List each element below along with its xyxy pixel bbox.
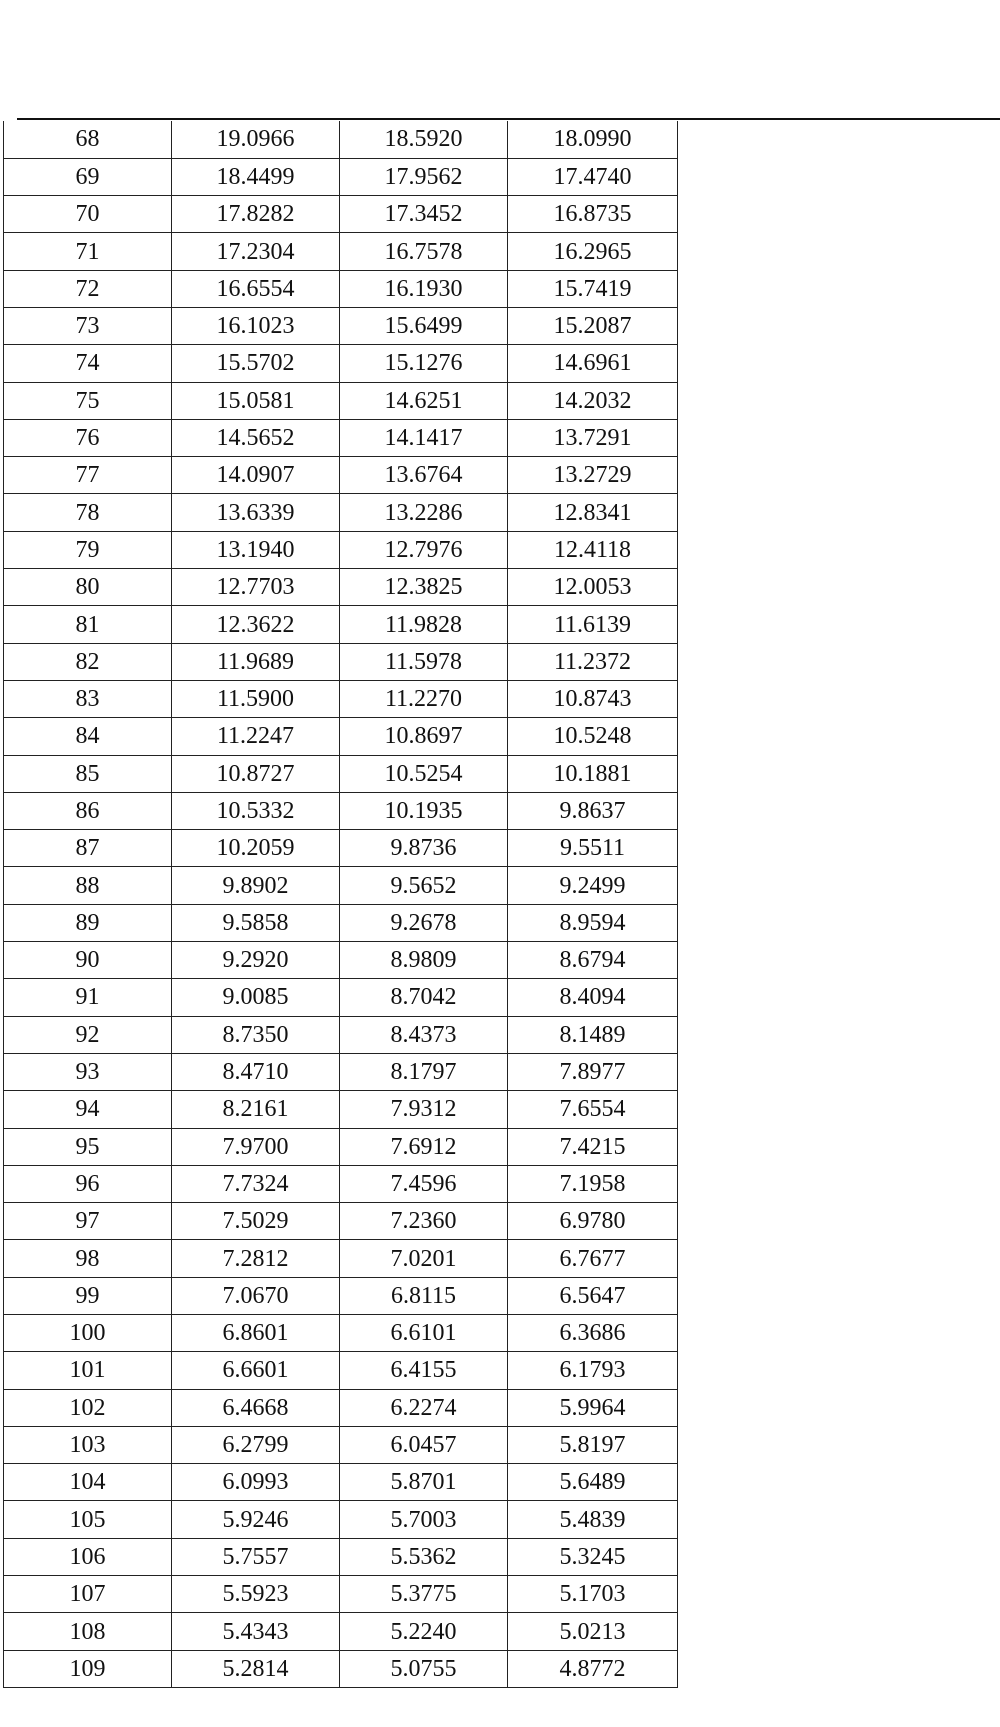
value-cell-3: 7.8977 [508, 1053, 678, 1090]
row-index-cell: 107 [4, 1576, 172, 1613]
row-index-cell: 90 [4, 942, 172, 979]
row-index-cell: 106 [4, 1538, 172, 1575]
value-cell-1: 13.1940 [172, 531, 340, 568]
value-cell-1: 5.2814 [172, 1650, 340, 1687]
row-index-cell: 88 [4, 867, 172, 904]
value-cell-1: 11.9689 [172, 643, 340, 680]
table-row [4, 569, 678, 606]
value-cell-2: 8.1797 [340, 1053, 508, 1090]
data-table [3, 121, 678, 1688]
value-cell-1: 10.2059 [172, 830, 340, 867]
value-cell-2: 11.9828 [340, 606, 508, 643]
table-row [4, 643, 678, 680]
value-cell-1: 15.5702 [172, 345, 340, 382]
top-rule [17, 118, 1000, 120]
value-cell-3: 10.5248 [508, 718, 678, 755]
table-body [4, 121, 678, 1687]
value-cell-3: 7.4215 [508, 1128, 678, 1165]
value-cell-3: 6.9780 [508, 1203, 678, 1240]
row-index-cell: 104 [4, 1464, 172, 1501]
value-cell-2: 10.5254 [340, 755, 508, 792]
value-cell-2: 13.6764 [340, 457, 508, 494]
table-row [4, 196, 678, 233]
value-cell-2: 5.5362 [340, 1538, 508, 1575]
value-cell-2: 5.0755 [340, 1650, 508, 1687]
value-cell-3: 10.1881 [508, 755, 678, 792]
table-row [4, 419, 678, 456]
table-row [4, 457, 678, 494]
value-cell-3: 9.8637 [508, 792, 678, 829]
value-cell-1: 17.2304 [172, 233, 340, 270]
value-cell-1: 7.2812 [172, 1240, 340, 1277]
value-cell-2: 9.2678 [340, 904, 508, 941]
row-index-cell: 79 [4, 531, 172, 568]
value-cell-2: 5.7003 [340, 1501, 508, 1538]
value-cell-3: 11.6139 [508, 606, 678, 643]
value-cell-3: 5.0213 [508, 1613, 678, 1650]
value-cell-2: 6.2274 [340, 1389, 508, 1426]
value-cell-1: 5.7557 [172, 1538, 340, 1575]
value-cell-3: 5.9964 [508, 1389, 678, 1426]
row-index-cell: 82 [4, 643, 172, 680]
value-cell-3: 6.7677 [508, 1240, 678, 1277]
value-cell-1: 16.6554 [172, 270, 340, 307]
value-cell-3: 6.1793 [508, 1352, 678, 1389]
value-cell-1: 9.0085 [172, 979, 340, 1016]
table-row [4, 718, 678, 755]
value-cell-3: 10.8743 [508, 680, 678, 717]
table-row [4, 233, 678, 270]
value-cell-1: 5.9246 [172, 1501, 340, 1538]
value-cell-3: 11.2372 [508, 643, 678, 680]
value-cell-2: 7.9312 [340, 1091, 508, 1128]
value-cell-1: 14.0907 [172, 457, 340, 494]
row-index-cell: 99 [4, 1277, 172, 1314]
row-index-cell: 91 [4, 979, 172, 1016]
table-row [4, 1464, 678, 1501]
value-cell-3: 9.5511 [508, 830, 678, 867]
table-row [4, 904, 678, 941]
row-index-cell: 98 [4, 1240, 172, 1277]
table-row [4, 942, 678, 979]
row-index-cell: 84 [4, 718, 172, 755]
value-cell-3: 6.3686 [508, 1315, 678, 1352]
value-cell-1: 18.4499 [172, 158, 340, 195]
row-index-cell: 100 [4, 1315, 172, 1352]
row-index-cell: 72 [4, 270, 172, 307]
row-index-cell: 102 [4, 1389, 172, 1426]
row-index-cell: 94 [4, 1091, 172, 1128]
value-cell-2: 12.7976 [340, 531, 508, 568]
value-cell-2: 5.8701 [340, 1464, 508, 1501]
table-row [4, 494, 678, 531]
table-row [4, 382, 678, 419]
value-cell-2: 8.4373 [340, 1016, 508, 1053]
row-index-cell: 73 [4, 307, 172, 344]
value-cell-2: 14.1417 [340, 419, 508, 456]
row-index-cell: 71 [4, 233, 172, 270]
row-index-cell: 96 [4, 1165, 172, 1202]
value-cell-3: 5.1703 [508, 1576, 678, 1613]
table-row [4, 345, 678, 382]
value-cell-3: 7.6554 [508, 1091, 678, 1128]
value-cell-3: 15.7419 [508, 270, 678, 307]
table-row [4, 307, 678, 344]
value-cell-3: 5.4839 [508, 1501, 678, 1538]
value-cell-3: 17.4740 [508, 158, 678, 195]
value-cell-1: 19.0966 [172, 121, 340, 158]
value-cell-2: 13.2286 [340, 494, 508, 531]
row-index-cell: 86 [4, 792, 172, 829]
value-cell-2: 6.4155 [340, 1352, 508, 1389]
value-cell-2: 9.8736 [340, 830, 508, 867]
value-cell-3: 5.8197 [508, 1426, 678, 1463]
value-cell-2: 6.0457 [340, 1426, 508, 1463]
value-cell-3: 8.9594 [508, 904, 678, 941]
value-cell-2: 11.2270 [340, 680, 508, 717]
value-cell-1: 11.2247 [172, 718, 340, 755]
row-index-cell: 93 [4, 1053, 172, 1090]
row-index-cell: 81 [4, 606, 172, 643]
table-row [4, 867, 678, 904]
value-cell-2: 11.5978 [340, 643, 508, 680]
row-index-cell: 70 [4, 196, 172, 233]
value-cell-2: 9.5652 [340, 867, 508, 904]
value-cell-1: 11.5900 [172, 680, 340, 717]
row-index-cell: 105 [4, 1501, 172, 1538]
value-cell-1: 6.6601 [172, 1352, 340, 1389]
value-cell-1: 7.5029 [172, 1203, 340, 1240]
value-cell-3: 7.1958 [508, 1165, 678, 1202]
value-cell-2: 8.7042 [340, 979, 508, 1016]
value-cell-2: 16.7578 [340, 233, 508, 270]
value-cell-3: 4.8772 [508, 1650, 678, 1687]
value-cell-1: 14.5652 [172, 419, 340, 456]
value-cell-1: 12.7703 [172, 569, 340, 606]
row-index-cell: 77 [4, 457, 172, 494]
value-cell-1: 12.3622 [172, 606, 340, 643]
value-cell-1: 9.2920 [172, 942, 340, 979]
table-row [4, 755, 678, 792]
value-cell-3: 8.1489 [508, 1016, 678, 1053]
value-cell-2: 7.2360 [340, 1203, 508, 1240]
table-row [4, 158, 678, 195]
value-cell-1: 10.8727 [172, 755, 340, 792]
table-row [4, 792, 678, 829]
value-cell-1: 9.5858 [172, 904, 340, 941]
value-cell-3: 13.7291 [508, 419, 678, 456]
value-cell-1: 6.8601 [172, 1315, 340, 1352]
row-index-cell: 109 [4, 1650, 172, 1687]
row-index-cell: 68 [4, 121, 172, 158]
value-cell-2: 8.9809 [340, 942, 508, 979]
value-cell-2: 5.3775 [340, 1576, 508, 1613]
value-cell-2: 15.1276 [340, 345, 508, 382]
table-row [4, 1352, 678, 1389]
value-cell-2: 6.6101 [340, 1315, 508, 1352]
row-index-cell: 89 [4, 904, 172, 941]
value-cell-3: 15.2087 [508, 307, 678, 344]
value-cell-2: 7.6912 [340, 1128, 508, 1165]
value-cell-2: 7.4596 [340, 1165, 508, 1202]
table-row [4, 1501, 678, 1538]
table-row [4, 1613, 678, 1650]
table-row [4, 1538, 678, 1575]
value-cell-1: 8.2161 [172, 1091, 340, 1128]
table-row [4, 121, 678, 158]
table-row [4, 1016, 678, 1053]
value-cell-2: 17.3452 [340, 196, 508, 233]
row-index-cell: 101 [4, 1352, 172, 1389]
value-cell-1: 8.4710 [172, 1053, 340, 1090]
value-cell-2: 7.0201 [340, 1240, 508, 1277]
row-index-cell: 69 [4, 158, 172, 195]
value-cell-3: 12.8341 [508, 494, 678, 531]
value-cell-3: 9.2499 [508, 867, 678, 904]
value-cell-1: 8.7350 [172, 1016, 340, 1053]
value-cell-1: 9.8902 [172, 867, 340, 904]
value-cell-1: 7.0670 [172, 1277, 340, 1314]
value-cell-3: 5.3245 [508, 1538, 678, 1575]
row-index-cell: 76 [4, 419, 172, 456]
table-row [4, 830, 678, 867]
value-cell-1: 7.7324 [172, 1165, 340, 1202]
value-cell-3: 12.0053 [508, 569, 678, 606]
value-cell-1: 6.0993 [172, 1464, 340, 1501]
table-row [4, 1128, 678, 1165]
row-index-cell: 87 [4, 830, 172, 867]
value-cell-3: 14.6961 [508, 345, 678, 382]
table-row [4, 1315, 678, 1352]
row-index-cell: 75 [4, 382, 172, 419]
table-row [4, 1650, 678, 1687]
row-index-cell: 85 [4, 755, 172, 792]
row-index-cell: 74 [4, 345, 172, 382]
value-cell-1: 6.4668 [172, 1389, 340, 1426]
row-index-cell: 78 [4, 494, 172, 531]
value-cell-3: 6.5647 [508, 1277, 678, 1314]
value-cell-3: 8.6794 [508, 942, 678, 979]
value-cell-3: 13.2729 [508, 457, 678, 494]
value-cell-1: 17.8282 [172, 196, 340, 233]
table-row [4, 1426, 678, 1463]
table-row [4, 1091, 678, 1128]
table-row [4, 1389, 678, 1426]
table-row [4, 1053, 678, 1090]
value-cell-1: 5.5923 [172, 1576, 340, 1613]
value-cell-2: 10.8697 [340, 718, 508, 755]
value-cell-3: 12.4118 [508, 531, 678, 568]
value-cell-3: 16.2965 [508, 233, 678, 270]
row-index-cell: 97 [4, 1203, 172, 1240]
value-cell-2: 5.2240 [340, 1613, 508, 1650]
table-row [4, 1576, 678, 1613]
value-cell-2: 15.6499 [340, 307, 508, 344]
value-cell-1: 16.1023 [172, 307, 340, 344]
value-cell-2: 17.9562 [340, 158, 508, 195]
value-cell-1: 15.0581 [172, 382, 340, 419]
row-index-cell: 108 [4, 1613, 172, 1650]
value-cell-3: 18.0990 [508, 121, 678, 158]
table-row [4, 680, 678, 717]
table-row [4, 1240, 678, 1277]
value-cell-2: 10.1935 [340, 792, 508, 829]
table-row [4, 531, 678, 568]
table-row [4, 979, 678, 1016]
value-cell-2: 18.5920 [340, 121, 508, 158]
value-cell-3: 14.2032 [508, 382, 678, 419]
value-cell-1: 7.9700 [172, 1128, 340, 1165]
row-index-cell: 95 [4, 1128, 172, 1165]
row-index-cell: 80 [4, 569, 172, 606]
value-cell-3: 16.8735 [508, 196, 678, 233]
value-cell-1: 5.4343 [172, 1613, 340, 1650]
table-row [4, 1277, 678, 1314]
value-cell-3: 8.4094 [508, 979, 678, 1016]
table-row [4, 1165, 678, 1202]
value-cell-1: 10.5332 [172, 792, 340, 829]
value-cell-2: 14.6251 [340, 382, 508, 419]
value-cell-1: 6.2799 [172, 1426, 340, 1463]
value-cell-2: 6.8115 [340, 1277, 508, 1314]
table-row [4, 606, 678, 643]
row-index-cell: 103 [4, 1426, 172, 1463]
table-row [4, 270, 678, 307]
row-index-cell: 92 [4, 1016, 172, 1053]
row-index-cell: 83 [4, 680, 172, 717]
table-row [4, 1203, 678, 1240]
value-cell-2: 12.3825 [340, 569, 508, 606]
value-cell-3: 5.6489 [508, 1464, 678, 1501]
value-cell-1: 13.6339 [172, 494, 340, 531]
value-cell-2: 16.1930 [340, 270, 508, 307]
